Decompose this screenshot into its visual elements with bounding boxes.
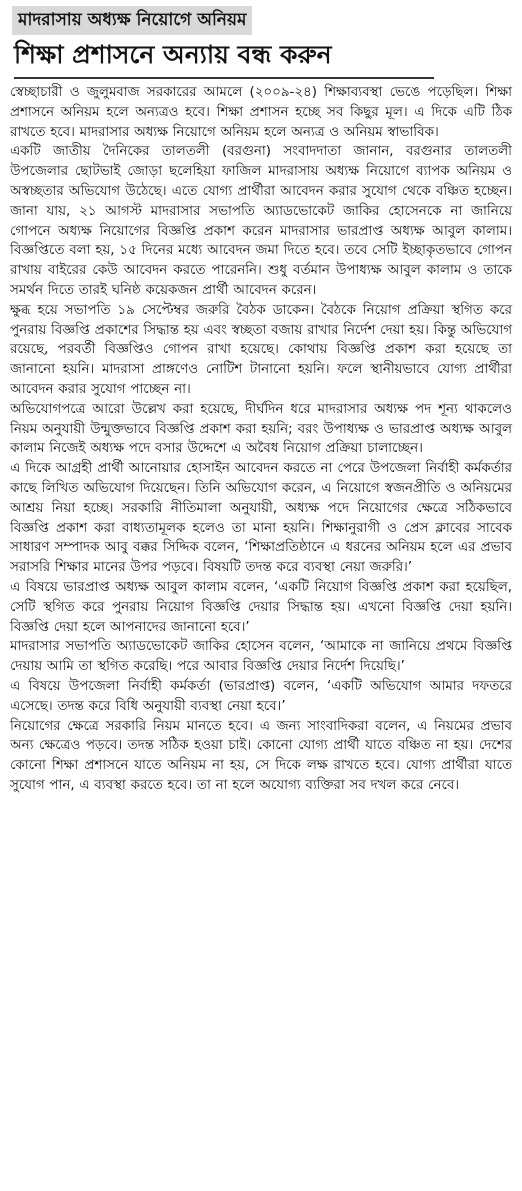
article-body [10, 83, 512, 796]
paragraph-8: এ বিষয়ে উপজেলা নির্বাহী কর্মকর্তা (ভারপ্রাপ্ত) বলেন, ‘একটি অভিযোগ আমার দফতরে এসেছে। তদন্ত করে বিধি অনুযায়ী ব্যবস্থা নেয়া হবে।’ [10, 678, 512, 714]
paragraph-2: একটি জাতীয় দৈনিকের তালতলী (বরগুনা) সংবাদদাতা জানান, বরগুনার তালতলী উপজেলার ছোটভাই জোড়া ছলেহিয়া ফাজিল মাদরাসায় অধ্যক্ষ নিয়োগে ব্যাপক অনিয়ম ও অস্বচ্ছতার অভিযোগ উঠেছে। এতে যোগ্য প্রার্থীরা আবেদন করার সুযোগ থেকে বঞ্চিত হচ্ছেন। জানা যায়, ২১ আগস্ট মাদরাসার সভাপতি অ্যাডভোকেট জাকির হোসেনকে না জানিয়ে গোপনে অধ্যক্ষ নিয়োগের বিজ্ঞপ্তি প্রকাশ করেন মাদরাসার ভারপ্রাপ্ত অধ্যক্ষ আবুল কালাম। বিজ্ঞপ্তিতে বলা হয়, ১৫ দিনের মধ্যে আবেদন জমা দিতে হবে। তবে সেটি ইচ্ছাকৃতভাবে গোপন রাখায় বাইরের কেউ আবেদন করতে পারেননি। শুধু বর্তমান উপাধ্যক্ষ আবুল কালাম ও তাকে সমর্থন দিতে তারই ঘনিষ্ঠ কয়েকজন প্রার্থী আবেদন করেন। [10, 144, 512, 298]
article-kicker: মাদরাসায় অধ্যক্ষ নিয়োগে অনিয়ম [12, 6, 252, 35]
paragraph-1: স্বেচ্ছাচারী ও জুলুমবাজ সরকারের আমলে (২০০৯-২৪) শিক্ষাব্যবস্থা ভেঙে পড়েছিল। শিক্ষা প্রশাসনে অনিয়ম হলে অন্যত্রও হবে। শিক্ষা প্রশাসন হচ্ছে সব কিছুর মূল। এ দিকে এটি ঠিক রাখতে হবে। মাদরাসার অধ্যক্ষ নিয়োগে অনিয়ম হলে অন্যত্র ও অনিয়ম স্বাভাবিক। [10, 85, 512, 140]
paragraph-3: ক্ষুব্ধ হয়ে সভাপতি ১৯ সেপ্টেম্বর জরুরি বৈঠক ডাকেন। বৈঠকে নিয়োগ প্রক্রিয়া স্থগিত করে পুনরায় বিজ্ঞপ্তি প্রকাশের সিদ্ধান্ত হয় এবং স্বচ্ছতা বজায় রাখার নির্দেশ দেয়া হয়। কিন্তু অভিযোগ রয়েছে, পরবর্তী বিজ্ঞপ্তিও গোপন রাখা হয়েছে। কোথায় বিজ্ঞপ্তি প্রকাশ করা হয়েছে তা জানানো হয়নি। মাদরাসা প্রাঙ্গণেও নোটিশ টানানো হয়নি। ফলে স্থানীয়ভাবে যোগ্য প্রার্থীরা আবেদন করার সুযোগ পাচ্ছেন না। [10, 302, 512, 397]
paragraph-5: এ দিকে আগ্রহী প্রার্থী আনোয়ার হোসাইন আবেদন করতে না পেরে উপজেলা নির্বাহী কর্মকর্তার কাছে লিখিত অভিযোগ দিয়েছেন। তিনি অভিযোগ করেন, এ নিয়োগে স্বজনপ্রীতি ও অনিয়মের আশ্রয় নিয়া হচ্ছে। সরকারি নীতিমালা অনুযায়ী, অধ্যক্ষ পদে নিয়োগের ক্ষেত্রে সঠিকভাবে বিজ্ঞপ্তি প্রকাশ করা বাধ্যতামূলক হলেও তা মানা হয়নি। শিক্ষানুরাগী ও প্রেস ক্লাবের সাবেক সাধারণ সম্পাদক আবু বক্কর সিদ্দিক বলেন, ‘শিক্ষাপ্রতিষ্ঠানে এ ধরনের অনিয়ম হলে এর প্রভাব সরাসরি শিক্ষার মানের উপর পড়বে। বিষয়টি তদন্ত করে ব্যবস্থা নেয়া জরুরি।’ [10, 461, 512, 576]
paragraph-9: নিয়োগের ক্ষেত্রে সরকারি নিয়ম মানতে হবে। এ জন্য সাংবাদিকরা বলেন, এ নিয়মের প্রভাব অন্য ক্ষেত্রেও পড়বে। তদন্ত সঠিক হওয়া চাই। কোনো যোগ্য প্রার্থী যাতে বঞ্চিত না হয়। দেশের কোনো শিক্ষা প্রশাসনে যাতে অনিয়ম না হয়, সে দিকে লক্ষ রাখতে হবে। যোগ্য প্রার্থীরা যাতে সুযোগ পান, এ ব্যবস্থা করতে হবে। তা না হলে অযোগ্য ব্যক্তিরা সব দখল করে নেবে। [10, 718, 512, 793]
paragraph-7: মাদরাসার সভাপতি অ্যাডভোকেট জাকির হোসেন বলেন, ‘আমাকে না জানিয়ে প্রথমে বিজ্ঞপ্তি দেয়ায় আমি তা স্থগিত করেছি। পরে আবার বিজ্ঞপ্তি দেয়ার নির্দেশ দিয়েছি।’ [10, 639, 512, 675]
paragraph-6: এ বিষয়ে ভারপ্রাপ্ত অধ্যক্ষ আবুল কালাম বলেন, ‘একটি নিয়োগ বিজ্ঞপ্তি প্রকাশ করা হয়েছিল, সেটি স্থগিত করে পুনরায় নিয়োগ বিজ্ঞপ্তি দেয়ার সিদ্ধান্ত হয়। এখনো বিজ্ঞপ্তি দেয়া হয়নি। বিজ্ঞপ্তি দেয়া হলে আপনাদের জানানো হবে।’ [10, 579, 512, 635]
article-headline: শিক্ষা প্রশাসনে অন্যায় বন্ধ করুন [14, 37, 434, 79]
paragraph-4: অভিযোগপত্রে আরো উল্লেখ করা হয়েছে, দীর্ঘদিন ধরে মাদরাসার অধ্যক্ষ পদ শূন্য থাকলেও নিয়ম অনুযায়ী উন্মুক্তভাবে বিজ্ঞপ্তি প্রকাশ করা হয়নি; বরং উপাধ্যক্ষ ও ভারপ্রাপ্ত অধ্যক্ষ আবুল কালাম নিজেই অধ্যক্ষ পদে বসার উদ্দেশে এ অবৈধ নিয়োগ প্রক্রিয়া চালাচ্ছেন। [10, 401, 512, 457]
